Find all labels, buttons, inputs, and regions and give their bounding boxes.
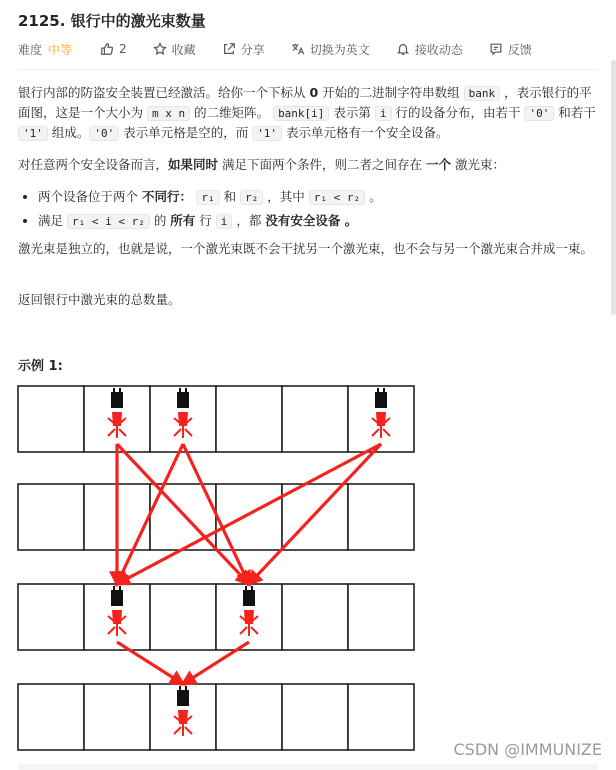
- problem-title: 2125. 银行中的激光束数量: [18, 12, 206, 30]
- inline-code: r₁: [196, 190, 219, 205]
- scrollbar[interactable]: [611, 60, 616, 315]
- thumbs-up-icon: [100, 42, 114, 56]
- bold-text: 0: [309, 85, 319, 100]
- subscribe-label: 接收动态: [414, 42, 463, 57]
- grid-cell: [216, 684, 282, 750]
- grid-cell: [282, 386, 348, 452]
- text: 满足: [38, 213, 67, 228]
- text: 和: [219, 189, 241, 204]
- translate-icon: [291, 42, 305, 56]
- description-paragraph-2: [18, 155, 598, 174]
- description-paragraph-3: 激光束是独立的，也就是说，一个激光束既不会干扰另一个激光束，也不会与另一个激光束合并成一束。: [18, 241, 594, 256]
- grid-cell: [18, 584, 84, 650]
- bold-text: 所有: [170, 213, 196, 228]
- feedback-icon: [489, 42, 503, 56]
- difficulty-label: 难度: [18, 42, 43, 57]
- bell-icon: [396, 42, 410, 56]
- inline-code: r₁ < i < r₂: [67, 214, 150, 229]
- grid-cell: [150, 584, 216, 650]
- text: ，其中: [263, 189, 309, 204]
- example-figure: [0, 376, 440, 766]
- text: 和若干: [554, 105, 596, 120]
- text: 的二维矩阵。: [190, 105, 274, 120]
- text: ，都: [232, 213, 266, 228]
- inline-code: i: [375, 106, 392, 121]
- text: 两个设备位于两个: [38, 189, 142, 204]
- condition-item: [38, 211, 598, 231]
- bold-text: ：: [179, 189, 197, 204]
- description-paragraph-1: [18, 83, 598, 143]
- grid-cell: [18, 386, 84, 452]
- text: 表示单元格有一个安全设备。: [282, 125, 449, 140]
- text: 组成。: [47, 125, 90, 140]
- grid-cell: [18, 684, 84, 750]
- subscribe-button[interactable]: [396, 41, 463, 58]
- grid-cell: [84, 684, 150, 750]
- text: 表示单元格是空的，而: [119, 125, 253, 140]
- problem-meta-bar: [18, 41, 558, 57]
- grid-cell: [282, 684, 348, 750]
- text: 银行内部的防盗安全装置已经激活。给你一个下标从: [18, 85, 310, 100]
- bold-text: 如果同时: [168, 157, 219, 172]
- text: 激光束：: [451, 157, 505, 172]
- condition-item: [38, 187, 598, 207]
- inline-code: '1': [18, 126, 48, 141]
- grid-cell: [282, 584, 348, 650]
- feedback-label: 反馈: [507, 42, 532, 57]
- grid-cell: [348, 484, 414, 550]
- bold-text: 一个: [425, 157, 451, 172]
- favorite-label: 收藏: [171, 42, 196, 57]
- text: 开始的二进制字符串数组: [318, 85, 464, 100]
- description-paragraph-4: 返回银行中激光束的总数量。: [18, 292, 181, 307]
- bottom-strip: [18, 764, 598, 770]
- text: 满足下面两个条件，则二者之间存在: [218, 157, 426, 172]
- bold-text: 没有安全设备: [265, 213, 341, 228]
- grid-cell: [216, 484, 282, 550]
- inline-code: i: [216, 214, 233, 229]
- share-icon: [222, 42, 236, 56]
- grid-cell: [348, 584, 414, 650]
- inline-code: '1': [252, 126, 282, 141]
- favorite-button[interactable]: [153, 41, 196, 58]
- example-title: 示例 1:: [18, 359, 63, 374]
- inline-code: r₂: [240, 190, 263, 205]
- like-button[interactable]: [100, 42, 127, 56]
- share-button[interactable]: [222, 41, 265, 58]
- text: 。: [365, 189, 382, 204]
- grid-cell: [216, 386, 282, 452]
- text: 对任意两个安全设备而言，: [18, 157, 169, 172]
- share-label: 分享: [240, 42, 265, 57]
- condition-list: [18, 187, 598, 235]
- inline-code: m x n: [147, 106, 190, 121]
- watermark: CSDN @IMMUNIZE: [453, 740, 602, 759]
- switch-language-button[interactable]: [291, 41, 370, 58]
- switch-language-label: 切换为英文: [309, 42, 370, 57]
- feedback-button[interactable]: [489, 41, 532, 58]
- inline-code: bank: [464, 86, 501, 101]
- inline-code: '0': [524, 106, 554, 121]
- text: 行的设备分布，由若干: [391, 105, 525, 120]
- difficulty-value: 中等: [48, 42, 73, 57]
- text: ，表示银行的平面图，这是一个大小为: [18, 85, 592, 120]
- bold-text: 。: [340, 213, 358, 228]
- grid-cell: [18, 484, 84, 550]
- text: 表示第: [329, 105, 375, 120]
- inline-code: bank[i]: [273, 106, 329, 121]
- grid-cell: [348, 684, 414, 750]
- text: 行: [195, 213, 216, 228]
- header-divider: [18, 69, 598, 70]
- text: 的: [149, 213, 171, 228]
- inline-code: r₁ < r₂: [309, 190, 365, 205]
- star-icon: [153, 42, 167, 56]
- like-count: 2: [119, 42, 127, 56]
- bold-text: 不同行: [141, 189, 180, 204]
- inline-code: '0': [89, 126, 119, 141]
